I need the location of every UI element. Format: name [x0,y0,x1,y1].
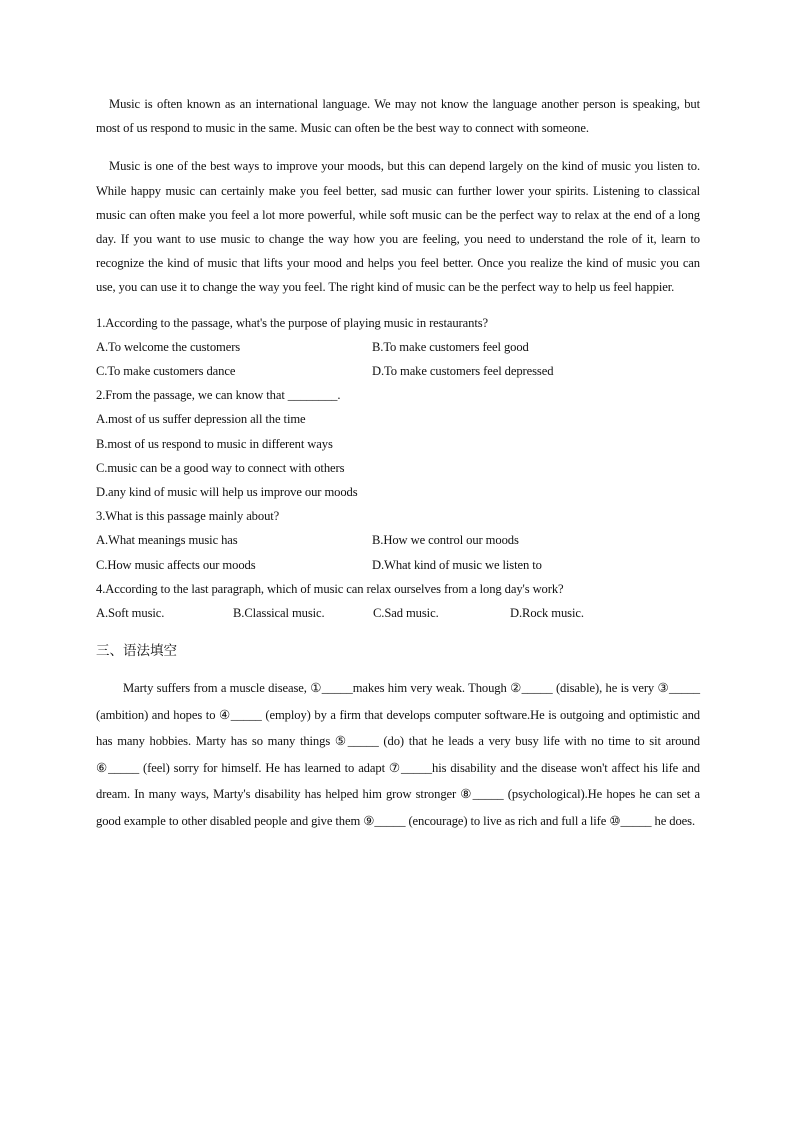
question-2-stem: 2.From the passage, we can know that ________. [96,388,341,403]
question-4-stem: 4.According to the last paragraph, which of music can relax ourselves from a long day's work? [96,581,564,596]
question-3-options-row-2 [96,553,700,577]
question-2-option-b[interactable]: B.most of us respond to music in different ways [96,436,333,451]
question-3-option-a[interactable]: A.What meanings music has [96,533,238,548]
reading-questions [96,311,700,626]
question-1-option-c[interactable]: C.To make customers dance [96,364,236,379]
question-4-option-a[interactable]: A.Soft music. [96,606,165,621]
question-1-stem: 1.According to the passage, what's the purpose of playing music in restaurants? [96,315,489,330]
question-1-option-b[interactable]: B.To make customers feel good [372,339,529,354]
question-3-options-row-1 [96,528,700,552]
question-4-option-b[interactable]: B.Classical music. [233,606,325,621]
question-1-option-d[interactable]: D.To make customers feel depressed [372,364,554,379]
question-2-option-d[interactable]: D.any kind of music will help us improve our moods [96,485,358,500]
passage-paragraph-1: Music is often known as an international language. We may not know the language another person is speaking, but most of us respond to music in the same. Music can often be the best way to connect with someone. [96,97,700,136]
question-3-option-b[interactable]: B.How we control our moods [372,533,519,548]
grammar-fill-paragraph: Marty suffers from a muscle disease, ①_____makes him very weak. Though ②_____ (disable), he is very ③_____ (ambition) and hopes to ④_____ (employ) by a firm that develops computer software.He is outgoing and optimistic and has many hobbies. Marty has so many things ⑤_____ (do) that he leads a very busy life with no time to sit around ⑥_____ (feel) sorry for himself. He has learned to adapt ⑦_____his disability and the disease won't affect his life and dream. In many ways, Marty's disability has helped him grow stronger ⑧_____ (psychological).He hopes he can set a good example to other disabled people and give them ⑨_____ (encourage) to live as rich and full a life ⑩_____ he does. [96,681,700,828]
passage-paragraph-2: Music is one of the best ways to improve your moods, but this can depend largely on the kind of music you listen to. While happy music can certainly make you feel better, sad music can further lower your spirits. Listening to classical music can often make you feel a lot more powerful, while soft music can be the perfect way to relax at the end of a long day. If you want to use music to change the way how you are feeling, you need to understand the role of it, learn to recognize the kind of music that lifts your mood and helps you feel better. Once you realize the kind of music you can use, you can use it to change the way you feel. The right kind of music can be the perfect way to help us feel happier. [96,159,700,295]
question-3-stem: 3.What is this passage mainly about? [96,509,280,524]
section-heading-grammar-fill: 三、语法填空 [96,643,177,660]
question-2-option-c[interactable]: C.music can be a good way to connect with others [96,460,345,475]
question-2-option-a[interactable]: A.most of us suffer depression all the time [96,412,306,427]
question-3-option-c[interactable]: C.How music affects our moods [96,557,256,572]
question-4-options-row [96,601,700,625]
question-1-option-a[interactable]: A.To welcome the customers [96,339,241,354]
question-3-option-d[interactable]: D.What kind of music we listen to [372,557,542,572]
document-page [96,92,700,834]
question-4-option-d[interactable]: D.Rock music. [510,606,584,621]
question-1-options-row-2 [96,359,700,383]
question-1-options-row-1 [96,335,700,359]
question-4-option-c[interactable]: C.Sad music. [373,606,439,621]
